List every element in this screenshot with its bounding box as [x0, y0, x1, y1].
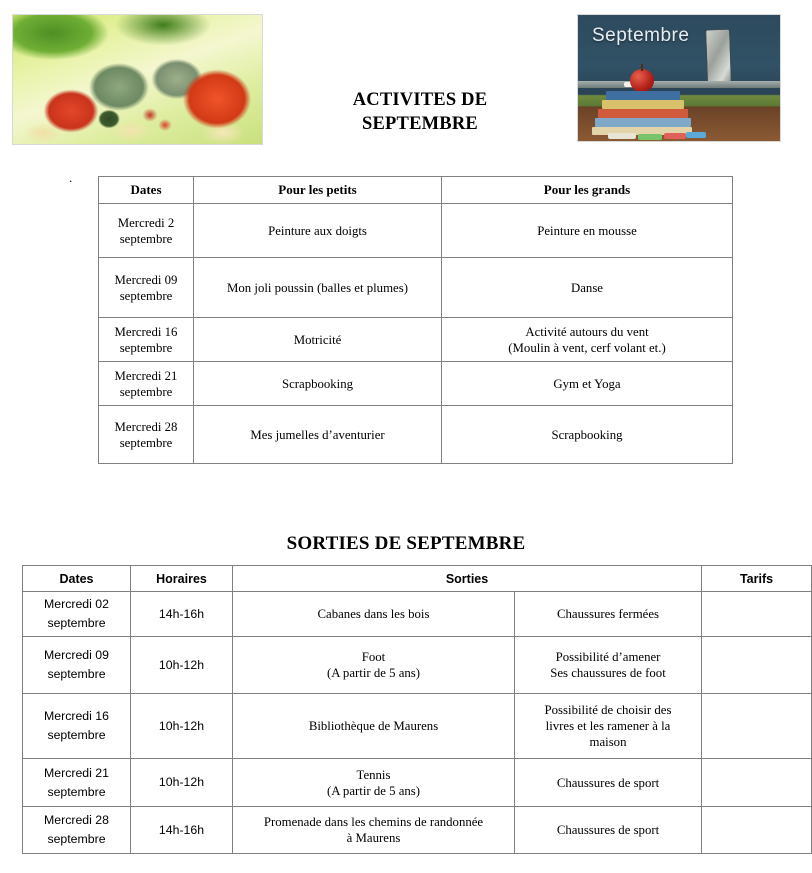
cell-note: Chaussures de sport [515, 759, 702, 807]
cell-horaires: 10h-12h [131, 637, 233, 694]
cell-date: Mercredi 09 septembre [23, 637, 131, 694]
cell-sortie: Foot (A partir de 5 ans) [233, 637, 515, 694]
cell-date: Mercredi 02 septembre [23, 592, 131, 637]
cell-date: Mercredi 16 septembre [99, 318, 194, 362]
chalk-icon [686, 132, 706, 138]
cell-date: Mercredi 21 septembre [99, 362, 194, 406]
blackboard-caption: Septembre [592, 25, 690, 46]
cell-tarif [702, 759, 812, 807]
page-title [300, 88, 540, 136]
cell-date: Mercredi 2 septembre [99, 204, 194, 258]
activites-table [98, 176, 733, 464]
autumn-pumpkins-photo [12, 14, 263, 145]
cell-petits: Scrapbooking [194, 362, 442, 406]
cell-date: Mercredi 16 septembre [23, 694, 131, 759]
cell-note: Chaussures de sport [515, 807, 702, 854]
table-row [99, 362, 733, 406]
cell-sortie: Cabanes dans les bois [233, 592, 515, 637]
cell-horaires: 10h-12h [131, 694, 233, 759]
cell-note: Possibilité de choisir des livres et les ramener à la maison [515, 694, 702, 759]
table-header-row [23, 566, 812, 592]
apple-icon [630, 69, 654, 92]
cell-date: Mercredi 21 septembre [23, 759, 131, 807]
eraser-icon [705, 29, 732, 84]
stray-period-mark: . [69, 170, 73, 185]
sorties-table [22, 565, 812, 854]
table-row [23, 637, 812, 694]
cell-horaires: 10h-12h [131, 759, 233, 807]
table-row [23, 694, 812, 759]
column-header-dates: Dates [23, 566, 131, 592]
cell-tarif [702, 694, 812, 759]
cell-tarif [702, 637, 812, 694]
cell-note: Possibilité d’amener Ses chaussures de foot [515, 637, 702, 694]
document-header [0, 0, 812, 152]
table-row [23, 592, 812, 637]
column-header-dates: Dates [99, 177, 194, 204]
table-row [99, 204, 733, 258]
cell-grands: Activité autours du vent (Moulin à vent, cerf volant et.) [442, 318, 733, 362]
chalk-icon [664, 133, 686, 139]
cell-sortie: Tennis (A partir de 5 ans) [233, 759, 515, 807]
page-title-line2: SEPTEMBRE [362, 114, 478, 134]
column-header-horaires: Horaires [131, 566, 233, 592]
column-header-tarifs: Tarifs [702, 566, 812, 592]
cell-petits: Mes jumelles d’aventurier [194, 406, 442, 464]
cell-sortie: Bibliothèque de Maurens [233, 694, 515, 759]
column-header-pour-les-grands: Pour les grands [442, 177, 733, 204]
cell-petits: Peinture aux doigts [194, 204, 442, 258]
table-row [23, 759, 812, 807]
book-icon [595, 118, 691, 127]
cell-date: Mercredi 09 septembre [99, 258, 194, 318]
cell-grands: Peinture en mousse [442, 204, 733, 258]
cell-petits: Mon joli poussin (balles et plumes) [194, 258, 442, 318]
table-row [99, 258, 733, 318]
table-header-row [99, 177, 733, 204]
cell-tarif [702, 592, 812, 637]
cell-note: Chaussures fermées [515, 592, 702, 637]
cell-date: Mercredi 28 septembre [23, 807, 131, 854]
cell-grands: Scrapbooking [442, 406, 733, 464]
cell-grands: Gym et Yoga [442, 362, 733, 406]
book-icon [602, 100, 684, 109]
cell-petits: Motricité [194, 318, 442, 362]
sorties-title: SORTIES DE SEPTEMBRE [286, 533, 526, 554]
column-header-sorties: Sorties [233, 566, 702, 592]
page-title-line1: ACTIVITES DE [352, 90, 488, 110]
chalk-icon [608, 133, 636, 139]
chalk-icon [638, 134, 662, 140]
book-icon [606, 91, 680, 100]
cell-date: Mercredi 28 septembre [99, 406, 194, 464]
table-row [23, 807, 812, 854]
book-icon [598, 109, 688, 118]
table-row [99, 406, 733, 464]
column-header-pour-les-petits: Pour les petits [194, 177, 442, 204]
chalk-ledge [578, 81, 780, 88]
cell-horaires: 14h-16h [131, 592, 233, 637]
cell-grands: Danse [442, 258, 733, 318]
cell-tarif [702, 807, 812, 854]
cell-sortie: Promenade dans les chemins de randonnée à Maurens [233, 807, 515, 854]
cell-horaires: 14h-16h [131, 807, 233, 854]
september-blackboard-photo [577, 14, 781, 142]
table-row [99, 318, 733, 362]
